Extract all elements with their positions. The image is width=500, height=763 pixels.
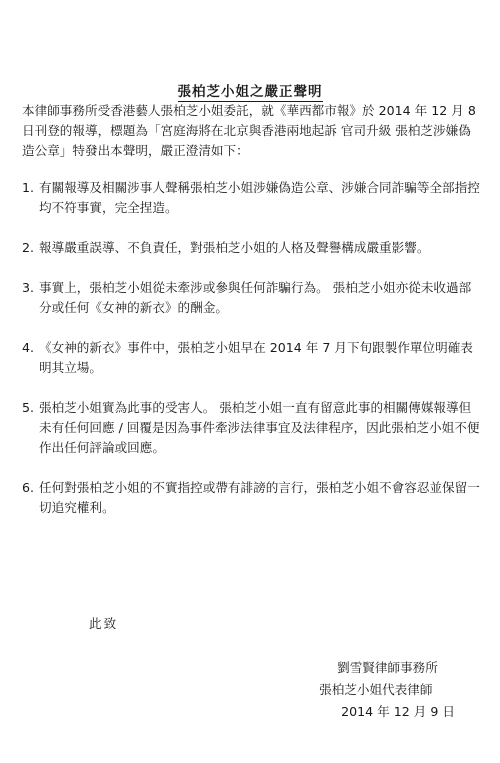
list-item [22,338,482,378]
list-item [22,478,482,518]
item-text: 有關報導及相關涉事人聲稱張柏芝小姐涉嫌偽造公章、涉嫌合同詐騙等全部指控均不符事實，完全捏造。 [39,180,480,215]
item-number: 3. [22,280,35,295]
statement-title: 張柏芝小姐之嚴正聲明 [177,84,323,100]
closing-salutation: 此致 [89,616,119,631]
item-number: 5. [22,400,35,415]
signature-block [319,657,455,723]
list-item [22,278,482,318]
item-text: 報導嚴重誤導、不負責任，對張柏芝小姐的人格及聲譽構成嚴重影響。 [39,240,430,255]
item-number: 2. [22,240,35,255]
statement-items [22,178,482,538]
representative-role: 張柏芝小姐代表律師 [319,682,433,697]
item-text: 任何對張柏芝小姐的不實指控或帶有誹謗的言行，張柏芝小姐不會容忍並保留一切追究權利。 [39,480,480,515]
item-number: 6. [22,480,35,495]
list-item [22,398,482,458]
item-text: 《女神的新衣》事件中，張柏芝小姐早在 2014 年 7 月下旬跟製作單位明確表明其立場。 [39,340,473,375]
statement-date: 2014 年 12 月 9 日 [341,704,455,719]
item-text: 張柏芝小姐實為此事的受害人。 張柏芝小姐一直有留意此事的相關傳媒報導但未有任何回應 / 回覆是因為事件牽涉法律事宜及法律程序，因此張柏芝小姐不便作出任何評論或回應。 [39,400,480,455]
item-number: 4. [22,340,35,355]
item-number: 1. [22,180,35,195]
list-item [22,178,482,218]
law-firm-name: 劉雪賢律師事務所 [337,660,438,675]
list-item [22,238,482,258]
item-text: 事實上，張柏芝小姐從未牽涉或參與任何詐騙行為。 張柏芝小姐亦從未收過部分或任何《女神的新衣》的酬金。 [39,280,472,315]
intro-paragraph: 本律師事務所受香港藝人張柏芝小姐委託，就《華西都市報》於 2014 年 12 月 8 日刊登的報導，標題為「宮庭海將在北京與香港兩地起訴 官司升級 張柏芝涉嫌偽造公章」特發出本聲明，嚴正澄清如下： [22,103,476,158]
